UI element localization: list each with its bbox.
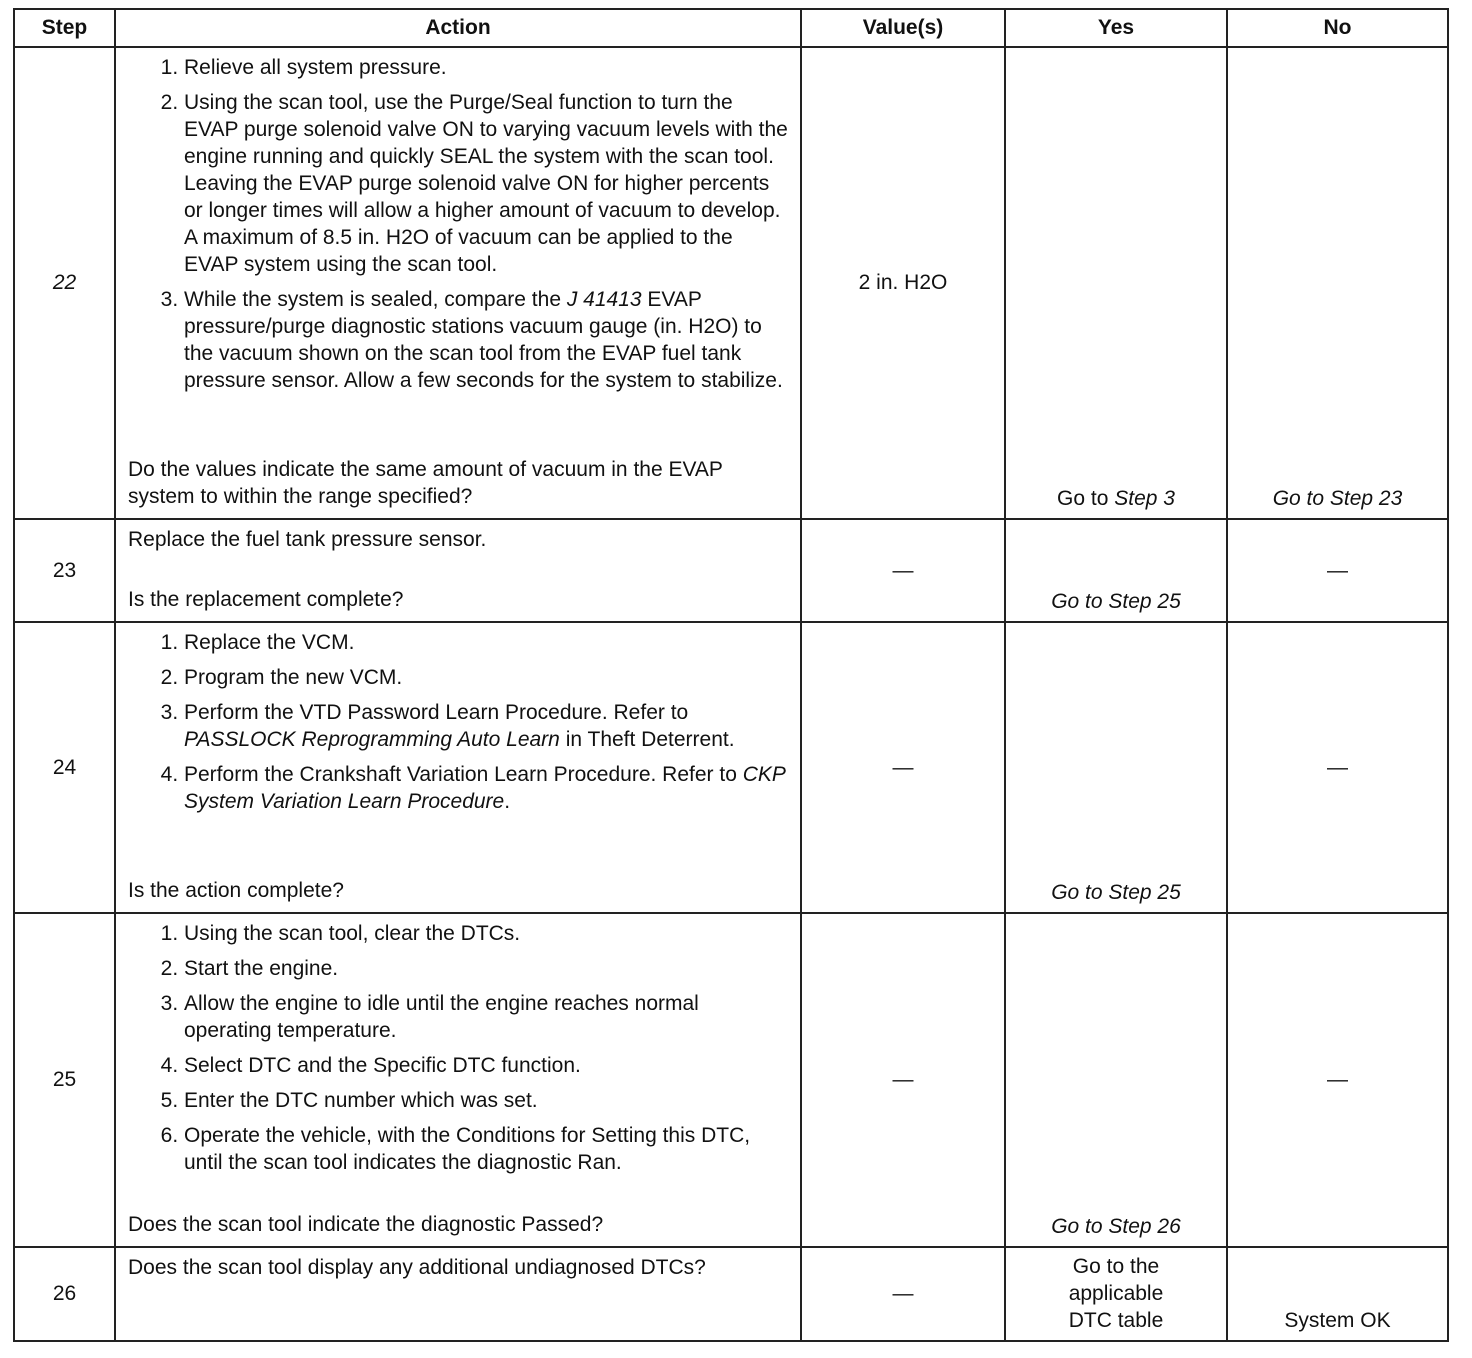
- action-item: 2. Using the scan tool, use the Purge/Seal function to turn the EVAP purge solenoid valve ON to varying vacuum levels with the engine running and quickly SEAL the system with the scan tool. Leaving the EVAP purge solenoid valve ON for higher percents or longer times will allow a higher amount of vacuum to develop. A maximum of 8.5 in. H2O of vacuum can be applied to the EVAP system using the scan tool.: [184, 89, 790, 278]
- value-cell: —: [801, 1247, 1005, 1341]
- action-question: Is the action complete?: [128, 879, 344, 902]
- header-action: Action: [115, 9, 801, 47]
- action-cell: [115, 622, 801, 913]
- no-cell[interactable]: Go to Step 23: [1227, 47, 1448, 519]
- action-cell: [115, 1247, 801, 1341]
- action-question: Does the scan tool indicate the diagnostic Passed?: [128, 1213, 604, 1236]
- no-cell: —: [1227, 622, 1448, 913]
- yes-cell: Go to Step 3: [1005, 47, 1227, 519]
- action-item: 5. Enter the DTC number which was set.: [184, 1087, 790, 1114]
- step-number: 26: [14, 1247, 115, 1341]
- action-question: Does the scan tool display any additional undiagnosed DTCs?: [128, 1256, 706, 1279]
- yes-cell[interactable]: Go to Step 26: [1005, 913, 1227, 1247]
- action-item: 4. Perform the Crankshaft Variation Learn Procedure. Refer to CKP System Variation Learn Procedure.: [184, 761, 790, 815]
- action-question: Do the values indicate the same amount of vacuum in the EVAP system to within the range specified?: [128, 458, 723, 508]
- table-row-step-23: [14, 519, 1448, 622]
- table-row-step-26: [14, 1247, 1448, 1341]
- action-item: 1. Using the scan tool, clear the DTCs.: [184, 920, 790, 947]
- yes-cell[interactable]: Go to Step 25: [1005, 622, 1227, 913]
- header-no: No: [1227, 9, 1448, 47]
- no-cell: System OK: [1227, 1247, 1448, 1341]
- diagnostic-table: [13, 8, 1449, 1342]
- action-item: 2. Start the engine.: [184, 955, 790, 982]
- step-number: 25: [14, 913, 115, 1247]
- action-item: 6. Operate the vehicle, with the Conditions for Setting this DTC, until the scan tool indicates the diagnostic Ran.: [184, 1122, 790, 1176]
- action-cell: [115, 47, 801, 519]
- step-number: 23: [14, 519, 115, 622]
- procedure-reference[interactable]: CKP System Variation Learn Procedure: [184, 763, 786, 813]
- action-text: Replace the fuel tank pressure sensor.: [128, 528, 487, 551]
- yes-cell[interactable]: Go to Step 25: [1005, 519, 1227, 622]
- action-cell: [115, 913, 801, 1247]
- header-yes: Yes: [1005, 9, 1227, 47]
- action-item: 3. Allow the engine to idle until the engine reaches normal operating temperature.: [184, 990, 790, 1044]
- yes-line: applicable: [1068, 1282, 1164, 1305]
- tool-reference: J 41413: [566, 288, 642, 311]
- action-question: Is the replacement complete?: [128, 588, 404, 611]
- action-item: 3. Perform the VTD Password Learn Procedure. Refer to PASSLOCK Reprogramming Auto Learn in Theft Deterrent.: [184, 699, 790, 753]
- value-cell: 2 in. H2O: [801, 47, 1005, 519]
- header-values: Value(s): [801, 9, 1005, 47]
- header-step: Step: [14, 9, 115, 47]
- action-item: 2. Program the new VCM.: [184, 664, 790, 691]
- action-item: 1. Replace the VCM.: [184, 629, 790, 656]
- no-cell: —: [1227, 913, 1448, 1247]
- action-item: 3. While the system is sealed, compare the J 41413 EVAP pressure/purge diagnostic stations vacuum gauge (in. H2O) to the vacuum shown on the scan tool from the EVAP fuel tank pressure sensor. Allow a few seconds for the system to stabilize.: [184, 286, 790, 394]
- header-row: [14, 9, 1448, 47]
- value-cell: —: [801, 913, 1005, 1247]
- step-number: 22: [14, 47, 115, 519]
- table-row-step-22: [14, 47, 1448, 519]
- yes-line: DTC table: [1068, 1309, 1164, 1332]
- action-item: 4. Select DTC and the Specific DTC function.: [184, 1052, 790, 1079]
- yes-line: Go to the: [1072, 1255, 1160, 1278]
- no-cell: —: [1227, 519, 1448, 622]
- step-number: 24: [14, 622, 115, 913]
- table-row-step-25: [14, 913, 1448, 1247]
- value-cell: —: [801, 622, 1005, 913]
- step-link[interactable]: Step 3: [1114, 487, 1175, 510]
- action-cell: [115, 519, 801, 622]
- table-row-step-24: [14, 622, 1448, 913]
- procedure-reference[interactable]: PASSLOCK Reprogramming Auto Learn: [184, 728, 560, 751]
- action-item: 1. Relieve all system pressure.: [184, 54, 790, 81]
- yes-cell[interactable]: [1005, 1247, 1227, 1341]
- value-cell: —: [801, 519, 1005, 622]
